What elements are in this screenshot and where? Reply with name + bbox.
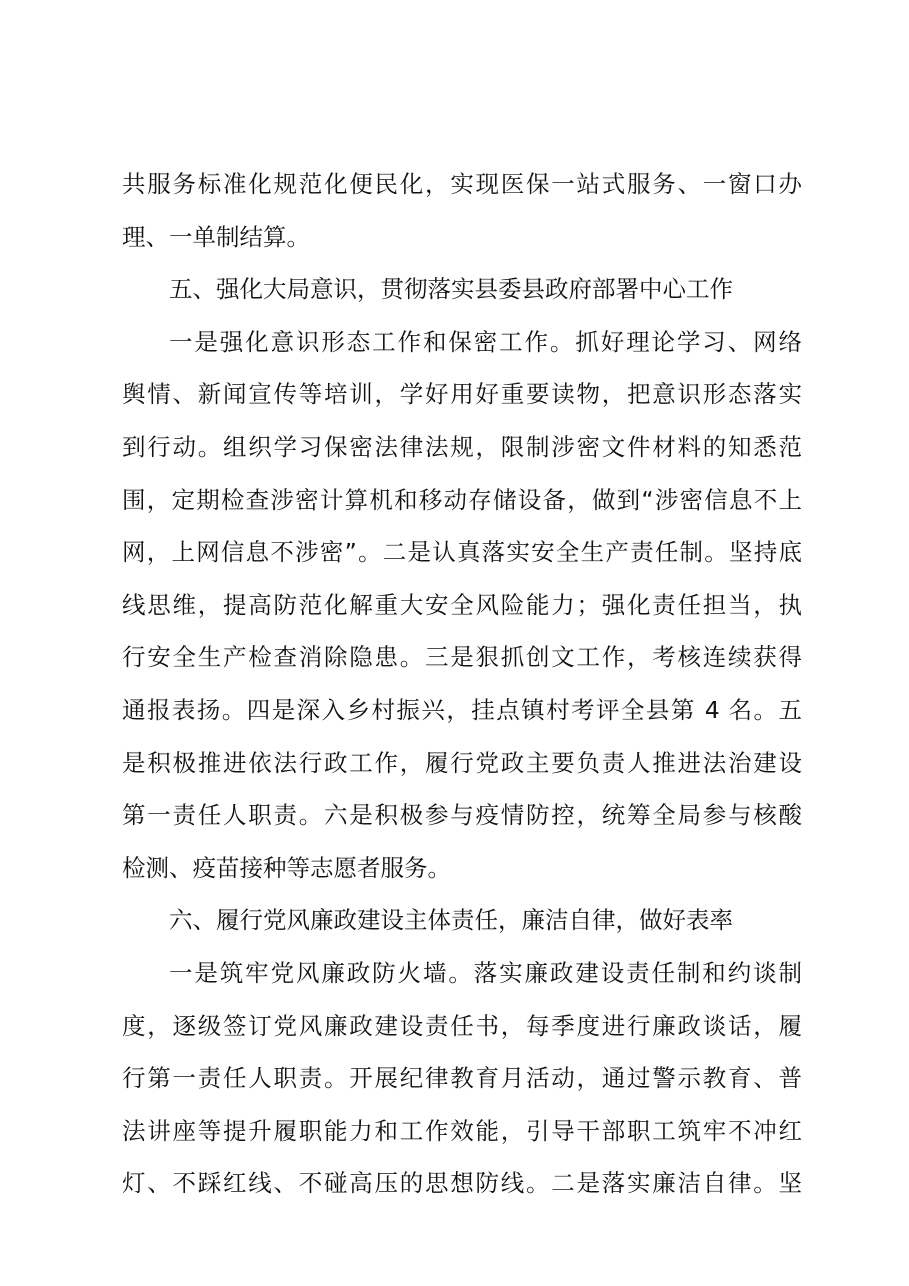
body-line: 到行动。组织学习保密法律法规，限制涉密文件材料的知悉范 <box>122 432 802 461</box>
paragraph-first-line: 一是强化意识形态工作和保密工作。抓好理论学习、网络 <box>169 327 802 356</box>
body-line: 网，上网信息不涉密”。二是认真落实安全生产责任制。坚持底 <box>122 538 802 567</box>
body-line: 行第一责任人职责。开展纪律教育月活动，通过警示教育、普 <box>122 1064 802 1093</box>
body-line: 共服务标准化规范化便民化，实现医保一站式服务、一窗口办 <box>122 170 802 198</box>
section-heading: 五、强化大局意识，贯彻落实县委县政府部署中心工作 <box>169 275 733 304</box>
body-line: 线思维，提高防范化解重大安全风险能力；强化责任担当，执 <box>122 590 802 619</box>
body-line: 第一责任人职责。六是积极参与疫情防控，统筹全局参与核酸 <box>122 801 802 830</box>
body-line: 是积极推进依法行政工作，履行党政主要负责人推进法治建设 <box>122 748 802 777</box>
body-line: 围，定期检查涉密计算机和移动存储设备，做到“涉密信息不上 <box>122 485 802 514</box>
body-line: 理、一单制结算。 <box>122 222 310 251</box>
paragraph-first-line: 一是筑牢党风廉政防火墙。落实廉政建设责任制和约谈制 <box>169 958 802 987</box>
body-line: 通报表扬。四是深入乡村振兴，挂点镇村考评全县第 4 名。五 <box>122 695 802 724</box>
body-line: 灯、不踩红线、不碰高压的思想防线。二是落实廉洁自律。坚 <box>122 1169 802 1198</box>
body-line: 度，逐级签订党风廉政建设责任书，每季度进行廉政谈话，履 <box>122 1011 802 1040</box>
body-line: 检测、疫苗接种等志愿者服务。 <box>122 853 451 882</box>
body-line: 法讲座等提升履职能力和工作效能，引导干部职工筑牢不冲红 <box>122 1116 802 1145</box>
body-line: 行安全生产检查消除隐患。三是狠抓创文工作，考核连续获得 <box>122 643 802 672</box>
body-line: 舆情、新闻宣传等培训，学好用好重要读物，把意识形态落实 <box>122 380 802 409</box>
document-body <box>122 158 802 1210</box>
section-heading: 六、履行党风廉政建设主体责任，廉洁自律，做好表率 <box>169 906 733 935</box>
